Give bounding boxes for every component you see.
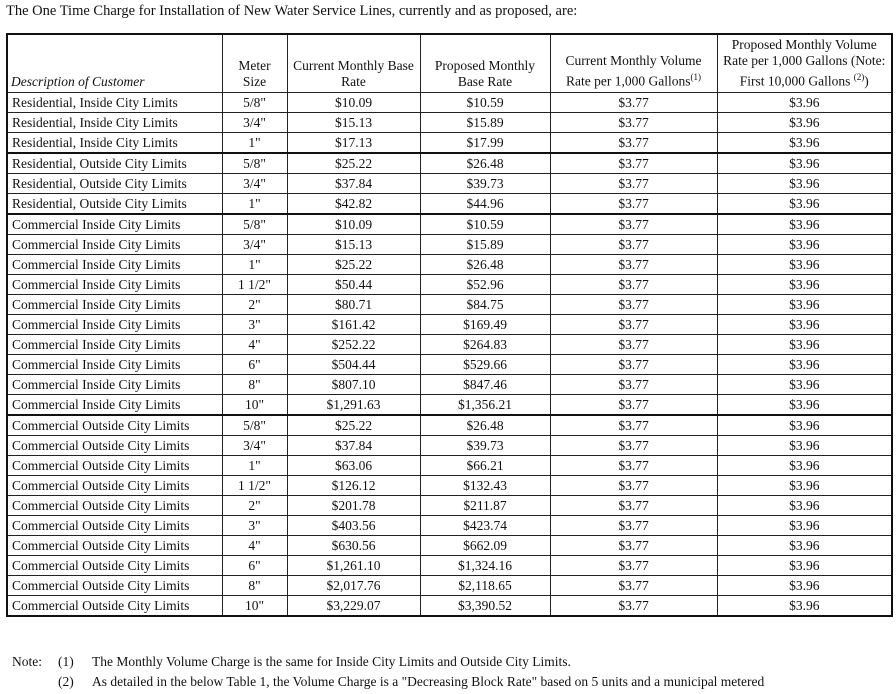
cell-proposed-base-rate: $52.96 xyxy=(420,274,550,294)
cell-proposed-base-rate: $529.66 xyxy=(420,354,550,374)
cell-description: Commercial Outside City Limits xyxy=(7,555,222,575)
cell-description: Residential, Outside City Limits xyxy=(7,153,222,174)
cell-proposed-base-rate: $1,356.21 xyxy=(420,394,550,415)
intro-text: The One Time Charge for Installation of New Water Service Lines, currently and as proposed, are: xyxy=(6,3,578,19)
cell-proposed-volume-rate: $3.96 xyxy=(717,234,892,254)
cell-current-volume-rate: $3.77 xyxy=(550,214,717,235)
cell-description: Residential, Inside City Limits xyxy=(7,132,222,153)
cell-current-base-rate: $17.13 xyxy=(287,132,420,153)
cell-meter-size: 5/8" xyxy=(222,415,287,436)
table-row xyxy=(7,334,892,354)
note-text: As detailed in the below Table 1, the Volume Charge is a "Decreasing Block Rate" based on 5 units and a municipal metered xyxy=(92,674,765,689)
cell-current-base-rate: $10.09 xyxy=(287,92,420,112)
cell-current-volume-rate: $3.77 xyxy=(550,254,717,274)
cell-current-volume-rate: $3.77 xyxy=(550,132,717,153)
cell-proposed-volume-rate: $3.96 xyxy=(717,455,892,475)
table-row xyxy=(7,92,892,112)
cell-description: Commercial Outside City Limits xyxy=(7,455,222,475)
cell-current-base-rate: $37.84 xyxy=(287,435,420,455)
table-row xyxy=(7,515,892,535)
cell-proposed-base-rate: $84.75 xyxy=(420,294,550,314)
cell-proposed-base-rate: $26.48 xyxy=(420,254,550,274)
table-row xyxy=(7,254,892,274)
table-row xyxy=(7,214,892,235)
cell-proposed-base-rate: $17.99 xyxy=(420,132,550,153)
table-row xyxy=(7,575,892,595)
cell-proposed-volume-rate: $3.96 xyxy=(717,92,892,112)
cell-proposed-base-rate: $847.46 xyxy=(420,374,550,394)
cell-current-volume-rate: $3.77 xyxy=(550,374,717,394)
table-row xyxy=(7,595,892,616)
notes-section xyxy=(12,652,764,692)
cell-proposed-base-rate: $1,324.16 xyxy=(420,555,550,575)
cell-proposed-volume-rate: $3.96 xyxy=(717,435,892,455)
cell-proposed-volume-rate: $3.96 xyxy=(717,394,892,415)
cell-proposed-base-rate: $662.09 xyxy=(420,535,550,555)
cell-current-base-rate: $807.10 xyxy=(287,374,420,394)
table-row xyxy=(7,294,892,314)
header-current-volume-ref: (1) xyxy=(690,72,701,82)
header-proposed-volume-tail: ) xyxy=(864,73,869,89)
cell-meter-size: 1" xyxy=(222,254,287,274)
cell-description: Commercial Outside City Limits xyxy=(7,575,222,595)
table-row xyxy=(7,234,892,254)
cell-current-base-rate: $80.71 xyxy=(287,294,420,314)
cell-proposed-volume-rate: $3.96 xyxy=(717,334,892,354)
cell-proposed-volume-rate: $3.96 xyxy=(717,555,892,575)
cell-meter-size: 3/4" xyxy=(222,435,287,455)
cell-current-base-rate: $1,291.63 xyxy=(287,394,420,415)
cell-meter-size: 3" xyxy=(222,314,287,334)
note-text: The Monthly Volume Charge is the same for Inside City Limits and Outside City Limits. xyxy=(92,654,571,669)
cell-meter-size: 6" xyxy=(222,555,287,575)
cell-current-volume-rate: $3.77 xyxy=(550,495,717,515)
cell-current-base-rate: $161.42 xyxy=(287,314,420,334)
header-current-base-rate: Current Monthly Base Rate xyxy=(287,34,420,92)
rates-table-wrapper xyxy=(6,33,891,617)
cell-description: Commercial Outside City Limits xyxy=(7,435,222,455)
cell-description: Residential, Inside City Limits xyxy=(7,92,222,112)
cell-current-volume-rate: $3.77 xyxy=(550,193,717,214)
cell-description: Commercial Outside City Limits xyxy=(7,415,222,436)
table-row xyxy=(7,132,892,153)
cell-meter-size: 3/4" xyxy=(222,112,287,132)
cell-description: Commercial Outside City Limits xyxy=(7,595,222,616)
cell-proposed-volume-rate: $3.96 xyxy=(717,354,892,374)
cell-current-base-rate: $504.44 xyxy=(287,354,420,374)
cell-current-base-rate: $50.44 xyxy=(287,274,420,294)
cell-current-base-rate: $42.82 xyxy=(287,193,420,214)
cell-current-base-rate: $1,261.10 xyxy=(287,555,420,575)
table-row xyxy=(7,495,892,515)
table-row xyxy=(7,475,892,495)
cell-meter-size: 2" xyxy=(222,495,287,515)
table-row xyxy=(7,415,892,436)
cell-proposed-volume-rate: $3.96 xyxy=(717,475,892,495)
cell-meter-size: 1" xyxy=(222,193,287,214)
table-row xyxy=(7,354,892,374)
cell-current-base-rate: $25.22 xyxy=(287,415,420,436)
cell-proposed-volume-rate: $3.96 xyxy=(717,314,892,334)
note-number: (1) xyxy=(58,654,74,669)
cell-description: Commercial Outside City Limits xyxy=(7,515,222,535)
cell-current-volume-rate: $3.77 xyxy=(550,314,717,334)
cell-proposed-base-rate: $423.74 xyxy=(420,515,550,535)
cell-current-base-rate: $37.84 xyxy=(287,173,420,193)
cell-proposed-volume-rate: $3.96 xyxy=(717,575,892,595)
cell-proposed-base-rate: $66.21 xyxy=(420,455,550,475)
cell-current-volume-rate: $3.77 xyxy=(550,555,717,575)
cell-current-base-rate: $2,017.76 xyxy=(287,575,420,595)
note-number: (2) xyxy=(58,674,74,689)
cell-description: Commercial Inside City Limits xyxy=(7,234,222,254)
header-meter-size: Meter Size xyxy=(222,34,287,92)
cell-current-volume-rate: $3.77 xyxy=(550,234,717,254)
cell-meter-size: 1 1/2" xyxy=(222,274,287,294)
note-item xyxy=(12,672,764,692)
cell-description: Residential, Outside City Limits xyxy=(7,173,222,193)
table-row xyxy=(7,193,892,214)
cell-current-base-rate: $25.22 xyxy=(287,153,420,174)
cell-proposed-volume-rate: $3.96 xyxy=(717,193,892,214)
cell-current-volume-rate: $3.77 xyxy=(550,173,717,193)
table-row xyxy=(7,274,892,294)
cell-meter-size: 5/8" xyxy=(222,214,287,235)
cell-proposed-base-rate: $44.96 xyxy=(420,193,550,214)
cell-meter-size: 5/8" xyxy=(222,92,287,112)
cell-proposed-volume-rate: $3.96 xyxy=(717,112,892,132)
table-header-row xyxy=(7,34,892,92)
cell-current-volume-rate: $3.77 xyxy=(550,455,717,475)
cell-description: Commercial Outside City Limits xyxy=(7,535,222,555)
cell-proposed-base-rate: $26.48 xyxy=(420,415,550,436)
cell-proposed-base-rate: $39.73 xyxy=(420,435,550,455)
cell-proposed-base-rate: $10.59 xyxy=(420,214,550,235)
cell-meter-size: 10" xyxy=(222,394,287,415)
table-row xyxy=(7,555,892,575)
cell-proposed-base-rate: $10.59 xyxy=(420,92,550,112)
cell-current-volume-rate: $3.77 xyxy=(550,354,717,374)
table-row xyxy=(7,173,892,193)
cell-meter-size: 8" xyxy=(222,374,287,394)
cell-proposed-volume-rate: $3.96 xyxy=(717,595,892,616)
note-item xyxy=(12,652,764,672)
cell-current-base-rate: $201.78 xyxy=(287,495,420,515)
cell-current-base-rate: $10.09 xyxy=(287,214,420,235)
cell-proposed-volume-rate: $3.96 xyxy=(717,374,892,394)
cell-current-base-rate: $630.56 xyxy=(287,535,420,555)
cell-meter-size: 4" xyxy=(222,535,287,555)
cell-description: Residential, Outside City Limits xyxy=(7,193,222,214)
cell-proposed-volume-rate: $3.96 xyxy=(717,254,892,274)
cell-current-base-rate: $252.22 xyxy=(287,334,420,354)
cell-proposed-volume-rate: $3.96 xyxy=(717,535,892,555)
cell-current-volume-rate: $3.77 xyxy=(550,394,717,415)
cell-current-volume-rate: $3.77 xyxy=(550,575,717,595)
cell-proposed-volume-rate: $3.96 xyxy=(717,274,892,294)
cell-proposed-volume-rate: $3.96 xyxy=(717,415,892,436)
cell-meter-size: 8" xyxy=(222,575,287,595)
cell-description: Commercial Inside City Limits xyxy=(7,254,222,274)
cell-current-volume-rate: $3.77 xyxy=(550,475,717,495)
cell-proposed-base-rate: $2,118.65 xyxy=(420,575,550,595)
cell-proposed-base-rate: $264.83 xyxy=(420,334,550,354)
cell-proposed-base-rate: $15.89 xyxy=(420,234,550,254)
cell-proposed-base-rate: $3,390.52 xyxy=(420,595,550,616)
cell-proposed-volume-rate: $3.96 xyxy=(717,153,892,174)
cell-meter-size: 5/8" xyxy=(222,153,287,174)
cell-current-base-rate: $126.12 xyxy=(287,475,420,495)
cell-current-base-rate: $25.22 xyxy=(287,254,420,274)
cell-current-volume-rate: $3.77 xyxy=(550,112,717,132)
table-row xyxy=(7,535,892,555)
cell-current-base-rate: $63.06 xyxy=(287,455,420,475)
cell-description: Commercial Inside City Limits xyxy=(7,294,222,314)
cell-description: Commercial Inside City Limits xyxy=(7,394,222,415)
cell-current-volume-rate: $3.77 xyxy=(550,535,717,555)
cell-meter-size: 3/4" xyxy=(222,173,287,193)
cell-proposed-base-rate: $26.48 xyxy=(420,153,550,174)
header-proposed-base-rate: Proposed Monthly Base Rate xyxy=(420,34,550,92)
cell-description: Commercial Inside City Limits xyxy=(7,334,222,354)
cell-proposed-volume-rate: $3.96 xyxy=(717,294,892,314)
table-row xyxy=(7,153,892,174)
cell-meter-size: 1 1/2" xyxy=(222,475,287,495)
cell-description: Residential, Inside City Limits xyxy=(7,112,222,132)
cell-meter-size: 1" xyxy=(222,132,287,153)
cell-description: Commercial Outside City Limits xyxy=(7,475,222,495)
cell-meter-size: 10" xyxy=(222,595,287,616)
cell-current-volume-rate: $3.77 xyxy=(550,334,717,354)
table-row xyxy=(7,314,892,334)
cell-description: Commercial Inside City Limits xyxy=(7,374,222,394)
header-proposed-volume-rate xyxy=(717,34,892,92)
cell-proposed-volume-rate: $3.96 xyxy=(717,132,892,153)
table-row xyxy=(7,435,892,455)
cell-description: Commercial Inside City Limits xyxy=(7,314,222,334)
header-current-volume-rate xyxy=(550,34,717,92)
table-row xyxy=(7,374,892,394)
table-body xyxy=(7,92,892,616)
cell-proposed-base-rate: $211.87 xyxy=(420,495,550,515)
header-description: Description of Customer xyxy=(7,34,222,92)
header-proposed-volume-ref: (2) xyxy=(853,72,865,82)
cell-proposed-base-rate: $132.43 xyxy=(420,475,550,495)
cell-proposed-base-rate: $15.89 xyxy=(420,112,550,132)
cell-description: Commercial Inside City Limits xyxy=(7,354,222,374)
cell-description: Commercial Inside City Limits xyxy=(7,214,222,235)
cell-current-volume-rate: $3.77 xyxy=(550,153,717,174)
rates-table xyxy=(6,33,893,617)
cell-meter-size: 6" xyxy=(222,354,287,374)
cell-proposed-volume-rate: $3.96 xyxy=(717,173,892,193)
cell-current-volume-rate: $3.77 xyxy=(550,415,717,436)
cell-proposed-volume-rate: $3.96 xyxy=(717,495,892,515)
cell-current-base-rate: $403.56 xyxy=(287,515,420,535)
cell-current-base-rate: $15.13 xyxy=(287,234,420,254)
cell-current-volume-rate: $3.77 xyxy=(550,515,717,535)
cell-description: Commercial Inside City Limits xyxy=(7,274,222,294)
cell-meter-size: 3" xyxy=(222,515,287,535)
header-current-volume-text: Current Monthly Volume Rate per 1,000 Gallons xyxy=(565,53,702,89)
cell-current-volume-rate: $3.77 xyxy=(550,274,717,294)
cell-proposed-volume-rate: $3.96 xyxy=(717,515,892,535)
cell-current-volume-rate: $3.77 xyxy=(550,435,717,455)
cell-current-volume-rate: $3.77 xyxy=(550,595,717,616)
cell-current-volume-rate: $3.77 xyxy=(550,294,717,314)
notes-label: Note: xyxy=(12,654,42,669)
cell-current-volume-rate: $3.77 xyxy=(550,92,717,112)
cell-description: Commercial Outside City Limits xyxy=(7,495,222,515)
cell-current-base-rate: $3,229.07 xyxy=(287,595,420,616)
cell-meter-size: 1" xyxy=(222,455,287,475)
header-proposed-volume-text: Proposed Monthly Volume Rate per 1,000 Gallons (Note: First 10,000 Gallons xyxy=(723,37,886,89)
cell-meter-size: 3/4" xyxy=(222,234,287,254)
cell-current-base-rate: $15.13 xyxy=(287,112,420,132)
cell-proposed-base-rate: $169.49 xyxy=(420,314,550,334)
cell-proposed-base-rate: $39.73 xyxy=(420,173,550,193)
cell-meter-size: 4" xyxy=(222,334,287,354)
cell-meter-size: 2" xyxy=(222,294,287,314)
cell-proposed-volume-rate: $3.96 xyxy=(717,214,892,235)
table-row xyxy=(7,394,892,415)
table-row xyxy=(7,455,892,475)
table-row xyxy=(7,112,892,132)
